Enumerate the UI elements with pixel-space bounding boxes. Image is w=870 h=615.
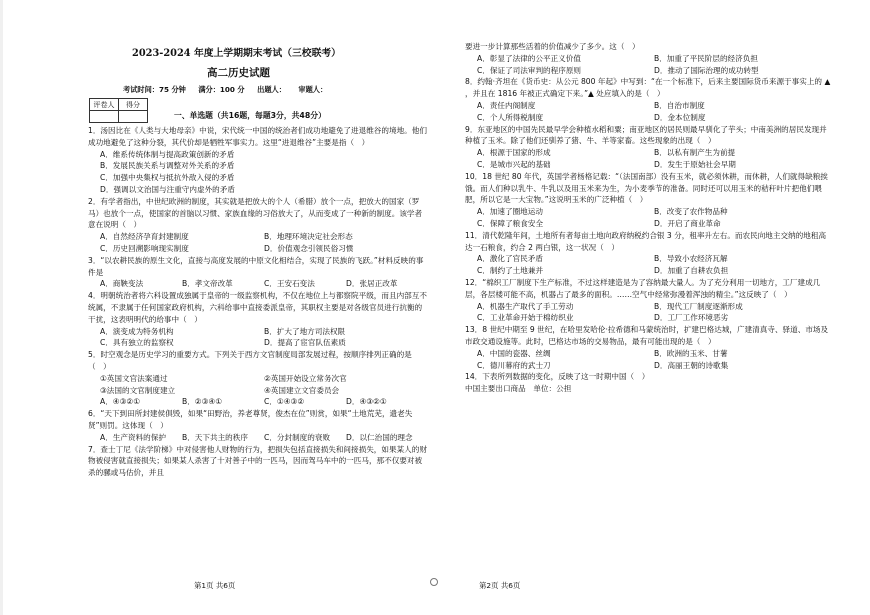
answer-option: C．保证了司法审判的程序原则: [477, 65, 582, 75]
answer-option: A．责任内阁制度: [477, 100, 536, 110]
question: [88, 396, 428, 408]
answer-option: D．工厂工作环境恶劣: [654, 313, 729, 323]
question-stem: 2．有学者指出，中世纪欧洲的制度，其实就是把放大的个人（希腊）放个一点，把放大的国家（罗马）也放个一点，使国家的首脑以习惯、家族血缘的习俗放大了，从而变成了一种新的制度。该学者意在说明（ ）: [88, 196, 423, 230]
answer-option-row: [465, 159, 831, 171]
answer-option: ②英国开始设立常务次官: [264, 373, 347, 383]
answer-option: A．自然经济孕育封建制度: [100, 232, 189, 242]
answer-option: D．以仁治国的理念: [346, 432, 413, 442]
answer-option-row: [88, 326, 428, 338]
answer-option: D．开启了商业革命: [654, 218, 721, 228]
answer-option-row: [465, 206, 831, 218]
question-column-right: [465, 41, 831, 395]
exam-author: 出题人：: [257, 85, 286, 94]
question: [465, 76, 831, 123]
answer-option: B．以私有制产生为前提: [654, 148, 736, 158]
answer-option: C．工业革命开始于棉纺织业: [477, 313, 574, 323]
score-table-grader: 评卷人: [90, 99, 119, 111]
page-footer: 第1页 共6页: [194, 581, 236, 590]
question: [88, 125, 428, 196]
answer-option-row: [465, 112, 831, 124]
answer-option: C．制约了土地兼并: [477, 266, 544, 276]
question: [465, 324, 831, 371]
answer-option: D．强调以文治国与注重守内虚外的矛盾: [100, 184, 235, 194]
exam-meta: [123, 85, 337, 95]
answer-option-row: [88, 337, 428, 349]
exam-time: 考试时间：75 分钟: [123, 85, 186, 94]
answer-option: B．欧洲的玉米、甘薯: [654, 348, 728, 358]
question-stem: 中国主要出口商品 单位：公担: [465, 384, 572, 394]
answer-option: D．发生于原始社会早期: [654, 159, 736, 169]
answer-option-row: [88, 385, 428, 397]
answer-option: D．高丽王朝的诗歌集: [654, 360, 729, 370]
answer-option: ①英国文官法案通过: [100, 373, 168, 383]
answer-option-row: [465, 301, 831, 313]
question: [88, 196, 428, 255]
answer-option: ④英国建立文官委员会: [264, 385, 340, 395]
answer-option: B．地理环境决定社会形态: [264, 232, 353, 242]
answer-option: C．德川幕府的武士刀: [477, 360, 551, 370]
answer-option: B．自治市制度: [654, 100, 705, 110]
answer-option: A．机器生产取代了手工劳动: [477, 301, 574, 311]
answer-option-row: [465, 265, 831, 277]
question: [465, 383, 831, 395]
answer-option: D．张居正改革: [346, 279, 398, 289]
answer-option-row: [465, 147, 831, 159]
answer-option: D．加重了自耕农负担: [654, 266, 729, 276]
question-stem: 9．东亚地区的中国先民最早学会种植水稻和粟；南亚地区的居民则最早驯化了芋头；中南美洲的居民发现并种植了玉米。除了他们还驯养了猪、牛、羊等家畜。这些现象的出现（ ）: [465, 124, 827, 146]
score-table-score: 得分: [119, 99, 148, 111]
question-stem: 6．“天下到田所封建侯俱毁，如果“田野治，养老尊贤，俊杰在位”则赏，如果“土地荒芜，遗老失贤”则罚。这体现（ ）: [88, 409, 413, 430]
question-stem: 10．18 世纪 80 年代，英国学者杨格记载：“（法国南部）没有玉米，就必须休耕，而休耕，人们就得缺粮挨饿。而人们种以乳牛、牛乳以及用玉米来为生，为小麦季节的准备。同时还可以用玉米的秸秆叶片把他们喂肥，所以它是一大宝物。”这说明玉米的广泛种植（ ）: [465, 171, 828, 205]
question: [88, 444, 428, 479]
answer-option: C．①④③②: [264, 397, 305, 407]
answer-option-row: [88, 373, 428, 385]
exam-reviewer: 审题人：: [298, 85, 328, 94]
answer-option: A．激化了官民矛盾: [477, 254, 543, 264]
answer-option: ③法国的文官制度建立: [100, 385, 176, 395]
answer-option: A．彰显了法律的公平正义价值: [477, 53, 581, 63]
question-stem: 7．查士丁尼《法学阶梯》中对侵害他人财物的行为，把损失包括直接损失和间接损失，如果某人的财物被侵害就直接损失；如果某人杀害了十对善子中的一匹马，因而驾马车中的一匹马，那不仅要对被杀的骡或马估价，并且: [88, 444, 427, 478]
answer-option: B．导致小农经济瓦解: [654, 254, 728, 264]
answer-option: B．加重了平民阶层的经济负担: [654, 53, 758, 63]
answer-option-row: [465, 65, 831, 77]
question-stem: 13．8 世纪中期至 9 世纪，在哈里发哈伦·拉希德和马蒙统治时，扩建巴格达城，广建清真寺、驿道、市场及市政交通设施等。此时，巴格达市场的交易物品，最有可能出现的是（ ）: [465, 325, 829, 346]
answer-option: C．个人所得税制度: [477, 112, 544, 122]
question: [465, 124, 831, 171]
question: [88, 255, 428, 290]
answer-option: C．历史回溯影响现实制度: [100, 243, 189, 253]
question: [88, 408, 428, 443]
answer-option-row: [88, 396, 428, 408]
answer-option-row: [88, 243, 428, 255]
answer-option: B．天下共主的秩序: [182, 432, 248, 442]
question-stem: 11．清代乾隆年间，土地所有者每亩土地向政府纳税约合银 3 分，租率升左右。而农民向地主交纳的地租高达一石粮食，约合 2 两白银，这一状况（ ）: [465, 230, 827, 252]
answer-option: B．扩大了地方司法权限: [264, 326, 346, 336]
answer-option-row: [465, 348, 831, 360]
question-stem: 要进一步计算那些活着的价值减少了多少。这（ ）: [465, 42, 640, 51]
answer-option: A．根源于国家的形成: [477, 148, 551, 158]
question: [88, 290, 428, 349]
question: [465, 41, 831, 76]
score-table: [89, 98, 148, 123]
answer-option: B．孝文帝改革: [182, 279, 233, 289]
answer-option-row: [465, 360, 831, 372]
question-stem: 3．“以农耕民族的原生文化，直接与高度发展的中原文化相结合，实现了民族的飞跃。”材料反映的事件是: [88, 255, 424, 277]
answer-option: C．保障了粮食安全: [477, 218, 544, 228]
answer-option: A．中国的瓷器、丝绸: [477, 348, 551, 358]
answer-option: C．具有独立的监察权: [100, 338, 174, 348]
section-heading: 一、单选题（共16题，每题3分，共48分）: [174, 111, 326, 120]
page-footer: 第2页 共6页: [479, 581, 521, 590]
answer-option-row: [88, 432, 428, 444]
exam-score: 满分：100 分: [198, 85, 245, 94]
exam-subject: 高二历史试题: [207, 67, 270, 79]
question-stem: 14．下表所列数据的变化，反映了这一时期中国（ ）: [465, 372, 650, 382]
answer-option: D．价值观念引领民俗习惯: [264, 243, 354, 253]
question: [465, 277, 831, 324]
answer-option-row: [465, 253, 831, 265]
exam-title: 2023-2024 年度上学期期末考试（三校联考）: [132, 48, 341, 59]
question-stem: 4．明朝统治者将六科设置成独属于皇帝的一级监察机构，不仅在地位上与都察院平级，而且内部互不统属，不隶属于任何国家政府机构，六科给事中直接委派皇帝，其职权主要是对各级官员进行抗衡的干扰，这表明明代的给事中（ ）: [88, 291, 427, 324]
answer-option-row: [88, 278, 428, 290]
question-stem: 12．“棉织工厂制度下生产标准，不过这样建造是为了容纳最大量人。为了充分利用一切地方，工厂建成几层，各层楼可能不高，机器占了最多的面积。……空气中经常弥漫着浑浊的精尘。”这反映了（ ）: [465, 277, 821, 299]
question: [88, 349, 428, 396]
exam-page-right: [435, 0, 870, 615]
answer-option: B．发展民族关系与调整对外关系的矛盾: [100, 161, 235, 171]
answer-option: B．②③④①: [182, 397, 223, 407]
answer-option: A．加速了圈地运动: [477, 207, 543, 217]
question-column-left: [88, 125, 428, 479]
score-table-cell: [90, 111, 119, 123]
answer-option: A．商鞅变法: [100, 279, 144, 289]
question: [465, 371, 831, 383]
answer-option: A．演变成为特务机构: [100, 326, 174, 336]
answer-option: C．王安石变法: [264, 279, 315, 289]
answer-option: B．现代工厂制度逐渐形成: [654, 301, 743, 311]
score-table-cell: [119, 111, 148, 123]
question: [465, 230, 831, 277]
answer-option: D．提高了宦官队伍素质: [264, 338, 346, 348]
question-stem: 8．约翰·齐坦在《货币史：从公元 800 年起》中写到：“在一个标准下，后来主要国际货币来源于事实上的 ▲ ，并且在 1816 年被正式确定下来。”▲ 处应填入的是（ ）: [465, 77, 831, 99]
question-stem: 5．时空观念是历史学习的重要方式。下列关于西方文官制度局部发展过程，按顺序排列正确的是（ ）: [88, 350, 412, 371]
answer-option-row: [465, 312, 831, 324]
answer-option: B．改变了农作物品种: [654, 207, 728, 217]
answer-option: A．④③②①: [100, 397, 141, 407]
answer-option: D．推动了国际治理的成功转型: [654, 65, 759, 75]
answer-option-row: [88, 231, 428, 243]
question-stem: 1．汤因比在《人类与大地母亲》中说，宋代统一中国的统治者们成功地避免了进退维谷的境地。他们成功地避免了这种分裂，其代价却是牺牲军事实力。这里“进退维谷”主要是指（ ）: [88, 126, 427, 147]
answer-option: A．生产资料的保护: [100, 432, 166, 442]
answer-option: A．维系传统体制与提高政策创新的矛盾: [100, 149, 235, 159]
answer-option: C．是城市兴起的基础: [477, 159, 551, 169]
answer-option: C．加强中央集权与抵抗外敌入侵的矛盾: [100, 173, 235, 183]
answer-option: D．金本位制度: [654, 112, 706, 122]
answer-option-row: [465, 218, 831, 230]
answer-option: D．④③②①: [346, 397, 387, 407]
answer-option: C．分封制度的衰败: [264, 432, 331, 442]
question: [465, 171, 831, 230]
answer-option-row: [465, 100, 831, 112]
page-edge-shadow: [0, 0, 3, 615]
answer-option-row: [465, 53, 831, 65]
